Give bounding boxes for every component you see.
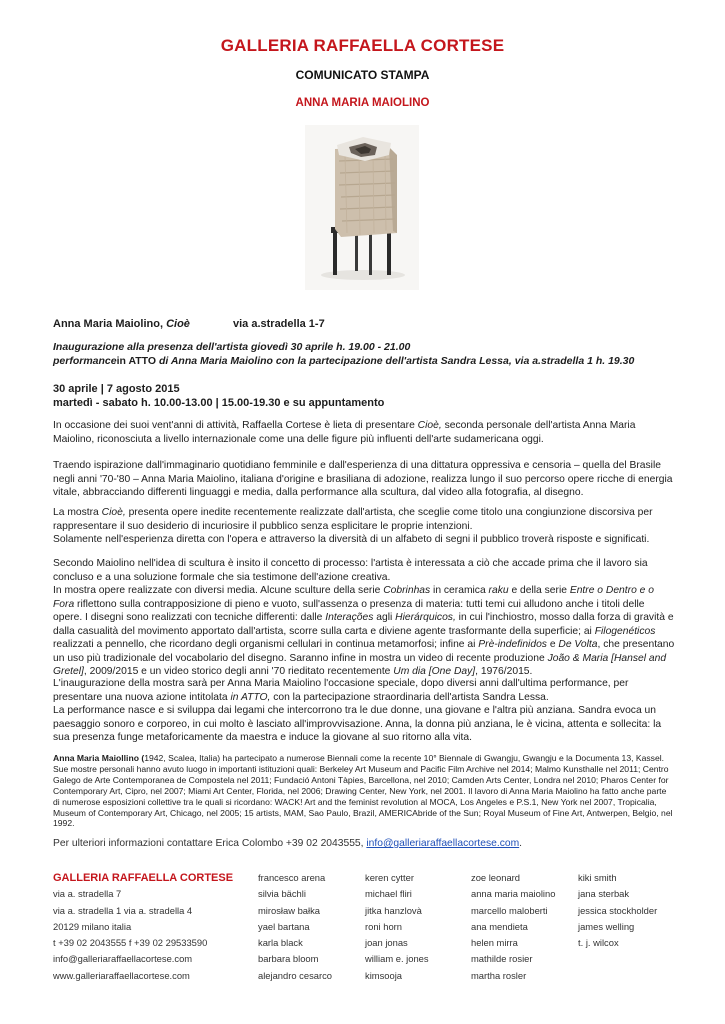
text-span: Secondo Maiolino nell'idea di scultura è insito il concetto di processo: l'artista è interessata a ciò che accade prima che il lavoro sia concluso e a una soluzione formale che sia testimone dell'azione creativa. [53,558,648,583]
text-span: Cioè, [101,507,126,518]
text-span: Hierárquicos, [395,612,456,623]
exhibition-dates: 30 aprile | 7 agosto 2015 [53,383,180,395]
work-artist: Anna Maria Maiolino, [53,318,164,330]
text-span: in ATTO, [230,691,271,703]
text-span: João & Maria [Hansel and Gretel] [53,652,667,677]
footer-artist: william e. jones [365,953,429,965]
document-subtitle: COMUNICATO STAMPA [295,68,430,82]
text-span: Entre o Dentro e o Fora [53,585,654,610]
footer-artist: martha rosler [471,969,527,981]
footer-artists-column-4 [578,870,676,951]
footer-artist: francesco arena [258,872,326,883]
performance-details: di Anna Maria Maiolino con la partecipazione dell'artista Sandra Lessa, via a.stradella 1 h. 19.30 [156,355,635,367]
text-span: La performance nasce e si sviluppa dai legami che intercorrono tra le due donne, una giovane e l'altra più anziana. Sandra evoca un paesaggio sonoro e corporeo, in cui molto è lasciato all'improvvisazione. Anna, la donna più anziana, le è vicina, attenta e sollecita: la sua presenza funge metaforicamente da maestra e induce la giovane al suo ritorno alla vita. [53,705,662,743]
footer-artist: ana mendieta [471,920,528,932]
footer-artist: alejandro cesarco [258,969,333,981]
text-span: e della serie [508,585,570,596]
footer-artist: kiki smith [578,872,617,883]
text-span: seconda personale dell'artista Anna Maria Maiolino, riconosciuta a livello internazionale come una delle figure più influenti dell'arte sudamericana oggi. [53,420,636,445]
work-address: via a.stradella 1-7 [232,318,325,330]
footer-artist: t. j. wilcox [578,937,619,949]
text-span: Cioè, [417,420,442,431]
artist-heading: ANNA MARIA MAIOLINO [295,97,430,109]
performance-line [53,354,675,368]
footer-artists-column-3 [471,870,576,984]
footer-artist: keren cytter [365,872,414,883]
performance-title: in ATTO [116,355,157,367]
footer-address-line: 20129 milano italia [53,920,132,932]
footer-website: www.galleriaraffaellacortese.com [53,969,190,981]
text-span: Um dia [One Day] [393,666,476,677]
footer-artist: michael fliri [365,888,412,900]
footer-artist: karla black [258,937,303,949]
bio-name: Anna Maria Maiollino ( [53,753,145,763]
text-span: realizzati a pennello, che ricordano degli organismi cellulari in continua metamorfosi; infine ai [53,639,479,650]
text-span: In mostra opere realizzate con diversi media. Alcune sculture della serie [53,585,384,596]
text-span: riflettono sulla contrapposizione di pieno e vuoto, sull'assenza o presenza di materia: tutti temi cui alludono anche i titoli delle opere. I disegni sono realizzati con tecniche differenti: dalle [53,598,645,623]
text-span: , 2009/2015 e un video storico degli anni '70 rieditato recentemente [83,666,394,677]
footer-email: info@galleriaraffaellacortese.com [53,953,193,965]
sculpture-image [305,125,419,290]
footer-artist: helen mirra [471,937,518,949]
footer-artist: barbara bloom [258,953,319,965]
footer-artist: yael bartana [258,920,310,932]
bio-text: 1942, Scalea, Italia) ha partecipato a numerose Biennali come la recente 10° Biennale di Gwangju, Gwangju e la Documenta 13, Kassel. Sue mostre personali hanno avuto luogo in importanti istituzioni quali: Berkeley Art Museum and Pacific Film Archive nel 2014; Malmo Kunsthalle nel 2011; Centro Galego de Arte Contemporanea de Compostela nel 2011; Fundació Antoni Tàpies, Barcellona, nel 2010; Camden Arts Center, Londra nel 2010; Pharos Center for Contemporary Art, Cipro, nel 2007; Miami Art Center, Florida, nel 2006; Drawing Center, New York, nel 2001. Il lavoro di Anna Maria Maiolino ha fatto anche parte di numerose esposizioni collettive tra le quali si ricordano: WACK! Art and the feminist revolution al MOCA, Los Angeles e P.S.1, New York nel 2007, Tropicalia, Museum of Contemporary Art, Chicago, nel 2005; 15 artists, MAM, Sao Paulo, Brazil, AMERICAbride of the Sun; Royal Museum of Fine Art, Antwerpen, Belgio, nel 1992. [53,753,673,829]
text-span: con la partecipazione straordinaria dell'artista Sandra Lessa. [270,691,549,703]
paragraph-performance [53,677,675,745]
footer-brand: GALLERIA RAFFAELLA CORTESE [53,872,234,884]
paragraph-intro [53,419,675,446]
text-span: agli [373,612,396,623]
text-span: , che presentano un uso più tradizionale del vocabolario del disegno. Saranno infine in mostra un video di recente produzione [53,639,675,664]
inauguration-line: Inaugurazione alla presenza dell'artista giovedì 30 aprile h. 19.00 - 21.00 [53,341,411,353]
contact-text: Per ulteriori informazioni contattare Erica Colombo +39 02 2043555, [53,838,367,849]
text-span: raku [488,585,509,596]
footer-artist: mirosław bałka [258,904,320,916]
text-span: Prè-indefinidos [478,639,547,650]
footer-address-column [53,870,243,984]
contact-email-link[interactable]: info@galleriaraffaellacortese.com [366,838,520,849]
text-span: Interações [325,612,374,623]
opening-hours: martedì - sabato h. 10.00-13.00 | 15.00-19.30 e su appuntamento [53,397,385,409]
footer-phone: t +39 02 2043555 f +39 02 29533590 [53,937,208,949]
text-span: e [546,639,559,650]
footer-artist: roni horn [365,920,403,932]
contact-end: . [519,838,523,849]
footer-artist: marcello maloberti [471,904,548,916]
footer-artist: jessica stockholder [578,904,658,916]
text-span: La mostra [53,507,102,518]
paragraph-inspiration [53,459,675,500]
text-span: Cobrinhas [383,585,431,596]
text-span: , 1976/2015. [475,666,533,677]
performance-label: performance [53,355,117,367]
footer-artist: kimsooja [365,969,402,981]
text-span: De Volta [558,639,598,650]
footer-address-line: via a. stradella 7 [53,888,122,900]
text-span: presenta opere inedite recentemente realizzate dall'artista, che sceglie come titolo una congiunzione discorsiva per rappresentare il suo desiderio di incuriosire il pubblico senza esplicitare le proprie intenzioni. [53,507,653,532]
text-span: Solamente nell'esperienza diretta con l'opera e attraverso la diversità di un alfabeto di segni il pubblico troverà risposte e significati. [53,534,650,545]
footer-artists-column-1 [258,870,363,984]
footer-artist: jana sterbak [578,888,630,900]
inauguration-block [53,340,675,368]
work-title: Cioè [166,318,190,330]
paragraph-works [53,557,675,679]
footer [53,870,678,980]
footer-artist: zoe leonard [471,872,520,883]
paragraph-exhibition [53,506,675,547]
gallery-title: GALLERIA RAFFAELLA CORTESE [220,36,505,55]
text-span: Filogenéticos [594,625,656,637]
footer-artist: joan jonas [365,937,408,949]
sculpture-photo [305,125,419,290]
footer-artist: mathilde rosier [471,953,533,965]
footer-artist: silvia bächli [258,888,306,900]
text-span: Traendo ispirazione dall'immaginario quotidiano femminile e dall'esperienza di una dittatura oppressiva e censoria – quella del Brasile negli anni '70-'80 – Anna Maria Maiolino, italiana d'origine e brasiliana di adozione, realizza lungo il suo percorso opere ricche di energia vitale, abbracciando differenti linguaggi e media, dalla performance alla scultura, dal video alla fotografia, al disegno. [53,460,673,498]
text-span: in ceramica [430,585,489,596]
footer-artists-column-2 [365,870,465,984]
text-span: In occasione dei suoi vent'anni di attività, Raffaella Cortese è lieta di presentare [53,420,418,431]
footer-address-line: via a. stradella 1 via a. stradella 4 [53,904,193,916]
work-title-line [53,318,675,332]
footer-artist: jitka hanzlovà [365,904,422,916]
text-span: in cui l'inchiostro, mosso dalla forza di gravità e dalla casualità del movimento apportato dall'artista, scorre sulla carta e diviene agente trasformante della superficie; ai [53,612,674,637]
contact-line [53,837,675,851]
text-span: L'inaugurazione della mostra sarà per Anna Maria Maiolino l'occasione speciale, dopo diversi anni dall'ultima performance, per presentare una nuova azione intitolata [53,678,629,703]
footer-artist: james welling [578,920,635,932]
artist-biography [53,753,675,829]
footer-artist: anna maria maiolino [471,888,556,900]
dates-block [53,382,675,410]
